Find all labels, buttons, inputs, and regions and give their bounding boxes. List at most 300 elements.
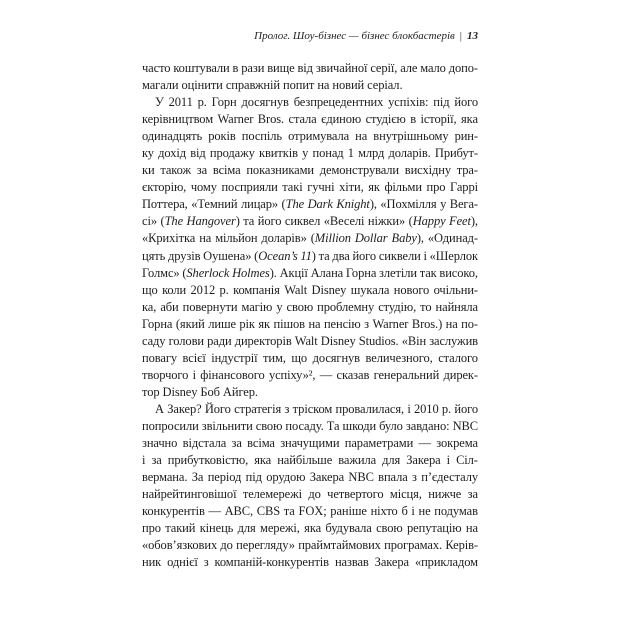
body-text-token: про — [426, 180, 446, 195]
word-chunk — [359, 333, 399, 350]
body-text-token: під — [245, 470, 262, 485]
word-chunk — [430, 248, 478, 265]
italic-title-text: Dollar — [354, 231, 388, 246]
paragraph — [142, 94, 478, 401]
word-chunk — [284, 503, 295, 520]
body-text-token: і — [446, 453, 450, 468]
word-chunk — [371, 503, 398, 520]
body-text-token: впала — [378, 470, 408, 485]
word-chunk — [443, 367, 477, 384]
body-text-token: голови — [168, 333, 204, 348]
body-text-token: сиквели — [378, 248, 421, 263]
word-chunk — [247, 435, 275, 452]
word-chunk — [160, 299, 178, 316]
body-text-token: цять — [142, 248, 166, 263]
running-header — [142, 29, 478, 43]
word-chunk — [378, 299, 416, 316]
word-chunk — [427, 179, 446, 196]
body-text-token: (який — [175, 316, 205, 331]
word-chunk — [429, 333, 478, 350]
word-chunk — [190, 145, 205, 162]
word-chunk — [160, 162, 191, 179]
body-text-token: новий — [332, 78, 365, 93]
body-text-token: також — [160, 163, 192, 178]
word-chunk — [311, 230, 351, 247]
body-text-token: ), — [416, 231, 424, 246]
word-chunk — [259, 145, 298, 162]
body-text-token: Та — [326, 418, 340, 433]
body-text-token: ( — [182, 265, 187, 280]
body-text-token: посприяли — [221, 180, 278, 195]
body-text-token: Закер? — [167, 401, 202, 416]
word-chunk — [142, 350, 177, 367]
word-chunk — [280, 435, 339, 452]
word-chunk — [241, 299, 272, 316]
word-chunk — [176, 316, 205, 333]
word-chunk — [454, 94, 478, 111]
body-text-token: ( — [254, 248, 259, 263]
word-chunk — [168, 248, 200, 265]
word-chunk — [285, 418, 323, 435]
body-text-token: мільйон — [215, 231, 258, 246]
body-text-token: Bros.) — [411, 316, 443, 331]
body-text-token: єкторію, — [142, 180, 187, 195]
word-chunk — [241, 196, 278, 213]
body-text-token: яка — [461, 112, 478, 127]
word-chunk — [235, 333, 292, 350]
body-text-token: всіма — [212, 163, 241, 178]
body-text-token: серіал. — [367, 78, 403, 93]
word-chunk — [183, 350, 206, 367]
body-text-token: За — [191, 470, 204, 485]
body-text-token: Гаррі — [450, 180, 478, 195]
body-text-token: повагу — [142, 350, 178, 365]
body-text-token: шукала — [350, 282, 390, 297]
body-text-token: 1 — [347, 146, 354, 161]
word-chunk — [256, 418, 283, 435]
text-line — [142, 299, 478, 316]
word-chunk — [447, 452, 450, 469]
word-chunk — [410, 111, 416, 128]
body-text-token: керівництвом — [142, 112, 214, 127]
body-text-token: тріском — [292, 401, 333, 416]
body-text-token: стала — [288, 112, 317, 127]
word-chunk — [439, 265, 478, 282]
word-chunk — [324, 316, 361, 333]
word-chunk — [310, 469, 344, 486]
body-text-token: з — [364, 316, 369, 331]
word-chunk — [263, 350, 286, 367]
word-chunk — [291, 350, 307, 367]
word-chunk — [384, 537, 442, 554]
word-chunk — [379, 265, 417, 282]
body-text-token: р. — [197, 95, 207, 110]
body-text-token: компаній-конкурентів — [214, 555, 329, 570]
body-text-token: назвав — [334, 555, 369, 570]
word-chunk — [335, 554, 369, 571]
body-text-token: ), — [470, 214, 478, 229]
body-text-token: стратегія — [234, 401, 282, 416]
word-chunk — [142, 503, 205, 520]
body-text-token: Поттера, — [142, 197, 188, 212]
body-text-token: по- — [461, 316, 478, 331]
word-chunk — [379, 418, 403, 435]
body-text-token: за — [467, 487, 478, 502]
body-text-token: «обов’язкових — [142, 538, 218, 553]
word-chunk — [321, 333, 356, 350]
word-chunk — [269, 367, 316, 384]
body-text-token: генеральний — [373, 367, 440, 382]
word-chunk — [142, 520, 161, 537]
word-chunk — [280, 265, 308, 282]
word-chunk — [274, 316, 305, 333]
body-text-token: і — [142, 453, 146, 468]
body-text-token: оцінити — [181, 78, 223, 93]
body-text-token: ABC, — [224, 504, 254, 519]
body-text-token: «Він — [401, 333, 427, 348]
word-chunk — [355, 128, 367, 145]
word-chunk — [436, 435, 478, 452]
body-text-token: Warner — [372, 316, 409, 331]
word-chunk — [313, 350, 360, 367]
word-chunk — [217, 111, 253, 128]
word-chunk — [358, 145, 384, 162]
body-text-token: завдано: — [405, 418, 450, 433]
word-chunk — [440, 196, 446, 213]
text-line — [142, 77, 478, 94]
body-text-token: Прибут- — [434, 146, 478, 161]
word-chunk — [191, 282, 216, 299]
word-chunk — [282, 196, 305, 213]
word-chunk — [319, 248, 330, 265]
body-text-token: безпрецедентних — [293, 95, 384, 110]
word-chunk — [304, 520, 321, 537]
italic-title-text: Holmes — [232, 265, 270, 280]
body-text-token: ( — [408, 214, 413, 229]
body-text-token: яка — [254, 453, 272, 468]
word-chunk — [366, 111, 406, 128]
body-text-token: справжній — [225, 78, 280, 93]
body-text-token: рази — [241, 61, 265, 75]
body-text-token: ки — [142, 163, 155, 178]
italic-title-text: Sherlock — [186, 265, 230, 280]
word-chunk — [336, 401, 405, 418]
body-text-token: на — [317, 78, 330, 93]
word-chunk — [282, 179, 302, 196]
body-text-token: Закера — [406, 453, 441, 468]
body-text-token: свою — [255, 418, 283, 433]
body-text-token: і — [423, 248, 427, 263]
body-text-token: злетіли — [379, 265, 417, 280]
body-text-token: за — [151, 453, 162, 468]
word-chunk — [142, 282, 158, 299]
body-text-token: студію, — [378, 299, 417, 314]
word-chunk — [191, 196, 237, 213]
word-chunk — [320, 367, 332, 384]
body-text-token: NBC — [348, 470, 374, 485]
text-line — [142, 384, 478, 401]
body-text-token: ник — [142, 555, 162, 570]
body-text-token: Disney — [162, 384, 198, 399]
word-chunk — [300, 248, 315, 265]
word-chunk — [169, 333, 204, 350]
body-text-token: ). — [269, 265, 277, 280]
word-chunk — [412, 316, 442, 333]
text-line — [142, 401, 478, 418]
body-text-token: важила — [338, 453, 377, 468]
word-chunk — [183, 435, 227, 452]
body-text-token: рин- — [454, 129, 478, 144]
word-chunk — [192, 469, 204, 486]
word-chunk — [461, 316, 478, 333]
body-text-token: значно — [142, 436, 178, 451]
word-chunk — [375, 554, 409, 571]
body-text-token: аби — [160, 299, 179, 314]
body-text-token: у — [440, 197, 447, 212]
body-text-token: успіху»², — [268, 367, 316, 382]
body-text-token: орудою — [266, 470, 306, 485]
body-text-token: попит — [283, 78, 315, 93]
word-chunk — [246, 162, 314, 179]
text-line — [142, 537, 478, 554]
body-text-token: історії, — [420, 112, 457, 127]
body-text-token: на — [355, 129, 368, 144]
word-chunk — [243, 486, 302, 503]
body-text-token: допо- — [448, 61, 478, 75]
word-chunk — [142, 469, 187, 486]
word-chunk — [449, 60, 478, 77]
body-text-token: 2011 — [168, 95, 193, 110]
word-chunk — [435, 145, 478, 162]
word-chunk — [142, 418, 199, 435]
body-text-token: репутацію — [407, 521, 462, 536]
word-chunk — [450, 179, 478, 196]
word-chunk — [142, 145, 154, 162]
word-chunk — [370, 60, 397, 77]
body-text-token: тим, — [263, 350, 286, 365]
italic-title-text: The — [285, 197, 305, 212]
body-text-token: 2010 — [414, 401, 439, 416]
body-text-token: магали — [142, 78, 179, 93]
body-text-token: Disney — [311, 282, 347, 297]
body-text-token: найняла — [435, 299, 478, 314]
word-chunk — [208, 469, 242, 486]
word-chunk — [242, 128, 282, 145]
text-line — [142, 469, 478, 486]
word-chunk — [428, 230, 478, 247]
body-text-token: «Одинад- — [427, 231, 478, 246]
word-chunk — [239, 316, 255, 333]
body-text-token: заслужив — [429, 333, 478, 348]
text-line — [142, 248, 478, 265]
word-chunk — [434, 282, 478, 299]
word-chunk — [210, 145, 255, 162]
word-chunk — [258, 316, 270, 333]
text-line — [142, 265, 478, 282]
body-text-token: дохід — [158, 146, 187, 161]
word-chunk — [380, 196, 436, 213]
word-chunk — [466, 520, 478, 537]
body-text-token: високо, — [439, 265, 478, 280]
body-text-token: «Шерлок — [429, 248, 478, 263]
word-chunk — [142, 213, 157, 230]
word-chunk — [454, 401, 478, 418]
word-chunk — [355, 230, 388, 247]
word-chunk — [208, 503, 220, 520]
body-text-token: до — [308, 487, 321, 502]
body-text-token: хіти, — [339, 180, 364, 195]
word-chunk — [453, 418, 478, 435]
word-chunk — [246, 469, 262, 486]
body-text-token: що — [142, 282, 158, 297]
body-text-token: так — [419, 265, 437, 280]
word-chunk — [384, 179, 422, 196]
word-chunk — [339, 179, 364, 196]
text-line — [142, 162, 478, 179]
body-text-token: директорів — [234, 333, 292, 348]
word-chunk — [200, 367, 264, 384]
body-text-token: ніхто — [370, 504, 398, 519]
body-text-token: показниками — [246, 163, 314, 178]
body-text-token: однієї — [167, 555, 198, 570]
body-text-token: серії, — [370, 61, 398, 75]
word-chunk — [158, 145, 186, 162]
body-text-token: очільни- — [433, 282, 478, 297]
word-chunk — [142, 265, 180, 282]
body-text-token: «Похмілля — [380, 197, 437, 212]
word-chunk — [409, 213, 446, 230]
body-text-token: як — [258, 316, 271, 331]
word-chunk — [234, 401, 281, 418]
page-body — [142, 60, 478, 571]
body-text-token: кінець — [199, 521, 234, 536]
body-text-token: з — [284, 401, 290, 416]
word-chunk — [468, 486, 478, 503]
word-chunk — [142, 316, 172, 333]
body-text-token: мережі, — [260, 521, 300, 536]
body-text-token: у — [302, 146, 309, 161]
body-text-token: Алана — [310, 265, 344, 280]
word-chunk — [345, 435, 413, 452]
word-chunk — [168, 452, 248, 469]
body-text-token: всієї — [182, 350, 206, 365]
word-chunk — [402, 333, 426, 350]
word-chunk — [455, 128, 478, 145]
body-text-token: звичайної — [315, 61, 368, 75]
word-chunk — [414, 401, 439, 418]
body-text-token: Disney — [320, 333, 356, 348]
word-chunk — [277, 452, 332, 469]
word-chunk — [445, 537, 478, 554]
word-chunk — [330, 503, 367, 520]
body-text-token: фільми — [384, 180, 422, 195]
body-text-token: ), — [369, 197, 377, 212]
body-text-token: телемережі — [242, 487, 302, 502]
text-line — [142, 145, 478, 162]
body-text-token: тра- — [456, 163, 478, 178]
word-chunk — [421, 469, 478, 486]
word-chunk — [327, 486, 383, 503]
word-chunk — [225, 503, 253, 520]
word-chunk — [456, 452, 478, 469]
body-text-token: з — [412, 470, 417, 485]
body-text-token: пішов — [273, 316, 305, 331]
body-text-token: саду — [142, 333, 166, 348]
text-line — [142, 213, 478, 230]
body-text-token: Горн — [211, 95, 237, 110]
word-chunk — [348, 145, 354, 162]
body-text-token: коли — [162, 282, 187, 297]
word-chunk — [142, 299, 156, 316]
body-text-token: не — [418, 504, 431, 519]
body-text-token: найбільше — [277, 453, 333, 468]
word-chunk — [320, 162, 399, 179]
word-chunk — [379, 248, 421, 265]
text-line — [142, 503, 478, 520]
body-text-token: Вега- — [449, 197, 478, 212]
word-chunk — [293, 401, 333, 418]
body-text-token: Оушена» — [203, 248, 252, 263]
word-chunk — [424, 248, 427, 265]
word-chunk — [267, 60, 294, 77]
body-text-token: сталого — [438, 350, 478, 365]
word-chunk — [449, 213, 478, 230]
body-text-token: Голмс» — [142, 265, 180, 280]
text-line — [142, 520, 478, 537]
word-chunk — [193, 367, 196, 384]
text-line — [142, 94, 478, 111]
word-chunk — [376, 520, 403, 537]
body-text-token: пенсію — [323, 316, 361, 331]
text-line — [142, 418, 478, 435]
body-text-token: два — [332, 248, 350, 263]
text-line — [142, 179, 478, 196]
body-text-token: шкоди — [342, 418, 377, 433]
word-chunk — [297, 60, 312, 77]
word-chunk — [142, 367, 188, 384]
body-text-token: поспіль — [241, 129, 282, 144]
word-chunk — [142, 60, 170, 77]
body-text-token: індустрії — [211, 350, 258, 365]
word-chunk — [220, 537, 232, 554]
word-chunk — [442, 401, 451, 418]
word-chunk — [368, 179, 380, 196]
body-text-token: ( — [310, 231, 315, 246]
word-chunk — [382, 452, 400, 469]
italic-title-text: Knight — [336, 197, 370, 212]
body-text-token: ради — [207, 333, 232, 348]
body-text-token: про — [142, 521, 161, 536]
word-chunk — [197, 162, 207, 179]
body-text-token: його — [454, 401, 478, 416]
body-text-token: свою — [376, 521, 403, 536]
word-chunk — [200, 520, 234, 537]
word-chunk — [372, 316, 408, 333]
body-text-token: ку — [142, 146, 154, 161]
body-text-token: — — [319, 367, 333, 382]
word-chunk — [325, 520, 371, 537]
word-chunk — [142, 128, 202, 145]
body-text-token: б — [401, 504, 408, 519]
body-text-token: подумав — [434, 504, 478, 519]
body-text-token: сиквел — [284, 214, 321, 229]
text-line — [142, 333, 478, 350]
word-chunk — [302, 145, 308, 162]
body-text-token: проблемну — [317, 299, 375, 314]
italic-title-text: Feet — [449, 214, 471, 229]
body-text-token: місця, — [389, 487, 422, 502]
body-text-token: та — [283, 504, 295, 519]
